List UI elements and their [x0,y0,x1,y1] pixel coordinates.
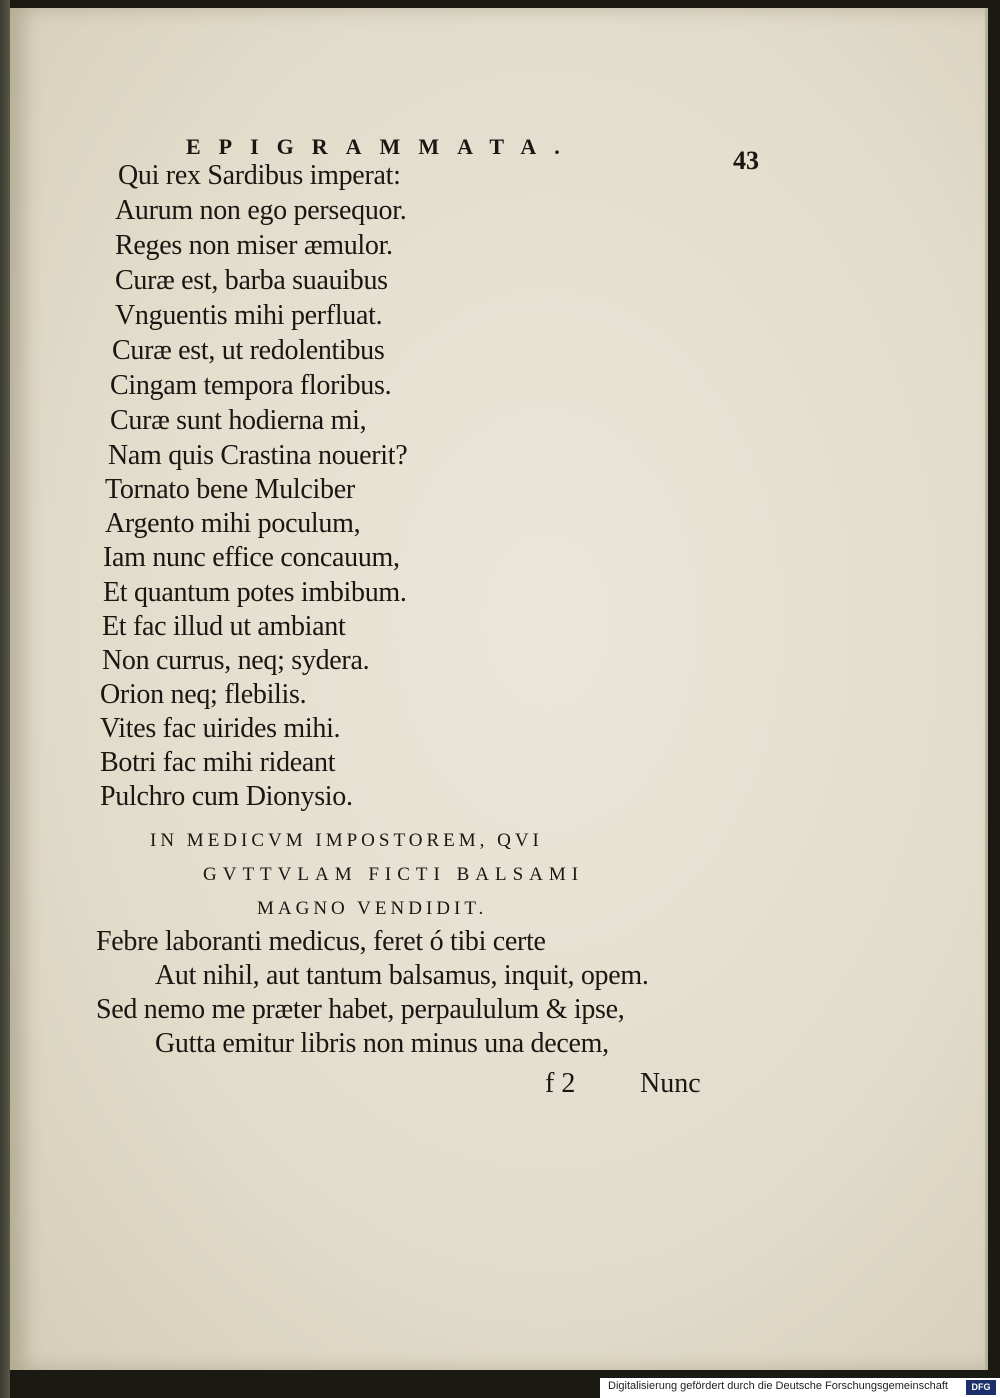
epigram-line: Gutta emitur libris non minus una decem, [155,1028,609,1059]
folio-number: 43 [733,146,759,175]
digitization-credit: Digitalisierung gefördert durch die Deutsche Forschungsgemeinschaft [608,1380,948,1392]
epigram-heading-line: IN MEDICVM IMPOSTOREM, QVI [150,830,543,851]
epigram-line: Sed nemo me præter habet, perpaululum & ipse, [96,994,625,1025]
epigram-line: Aut nihil, aut tantum balsamus, inquit, opem. [155,960,649,991]
poem-line: Nam quis Crastina nouerit? [108,440,408,471]
poem-line: Botri fac mihi rideant [100,747,336,778]
epigram-line: Febre laboranti medicus, feret ó tibi certe [96,926,546,957]
poem-line: Reges non miser æmulor. [115,230,393,261]
poem-line: Et quantum potes imbibum. [103,577,407,608]
poem-line: Tornato bene Mulciber [105,474,355,505]
poem-line: Curæ est, barba suauibus [115,265,388,296]
poem-line: Pulchro cum Dionysio. [100,781,353,812]
digitization-credit-bar [600,1378,1000,1398]
poem-line: Curæ sunt hodierna mi, [110,405,367,436]
poem-line: Vnguentis mihi perfluat. [115,300,383,331]
poem-line: Et fac illud ut ambiant [102,611,346,642]
poem-line: Qui rex Sardibus imperat: [118,160,401,191]
epigram-heading-line: MAGNO VENDIDIT. [257,898,488,919]
poem-line: Orion neq; flebilis. [100,679,307,710]
poem-line: Cingam tempora floribus. [110,370,392,401]
running-head: EPIGRAMMATA. [186,134,578,159]
poem-line: Argento mihi poculum, [105,508,361,539]
signature-mark: f 2 [545,1068,576,1099]
dfg-logo-icon: DFG [966,1380,996,1395]
poem-line: Curæ est, ut redolentibus [112,335,385,366]
poem-line: Iam nunc effice concauum, [103,542,400,573]
poem-line: Aurum non ego persequor. [115,195,407,226]
epigram-heading-line: GVTTVLAM FICTI BALSAMI [203,864,585,885]
book-spine-edge [0,0,10,1398]
catchword: Nunc [640,1068,701,1099]
poem-line: Vites fac uirides mihi. [100,713,341,744]
poem-line: Non currus, neq; sydera. [102,645,370,676]
